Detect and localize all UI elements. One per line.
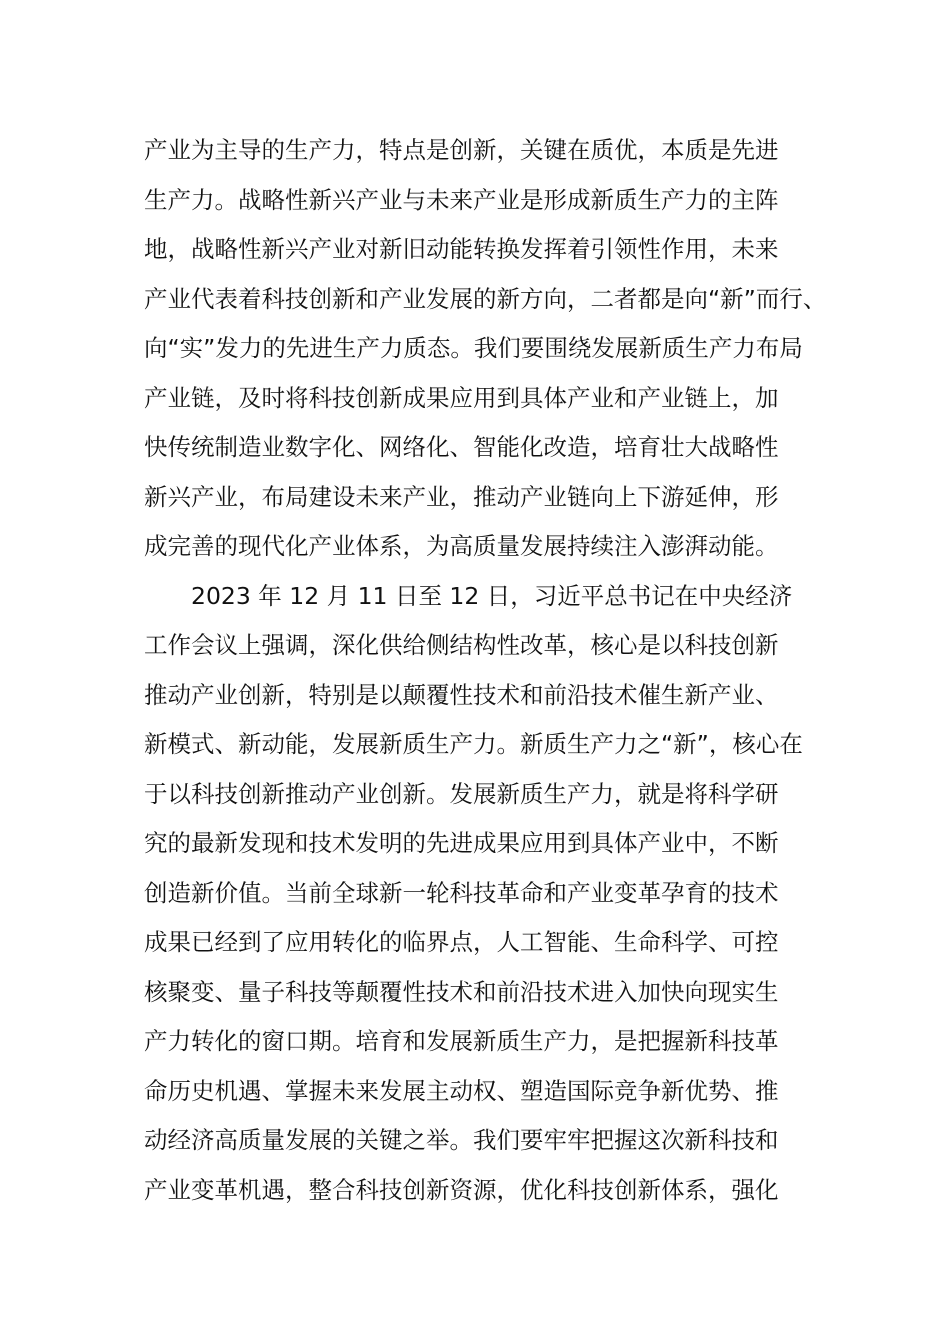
text-line: 产业变革机遇，整合科技创新资源，优化科技创新体系，强化 <box>144 1175 779 1204</box>
text-line: 产力转化的窗口期。培育和发展新质生产力，是把握新科技革 <box>144 1027 779 1055</box>
paragraph-start-line: 2023 年 12 月 11 日至 12 日，习近平总书记在中央经济 <box>191 581 793 610</box>
text-line: 产业链，及时将科技创新成果应用到具体产业和产业链上，加 <box>144 383 779 412</box>
body-text <box>144 126 827 1215</box>
text-line: 工作会议上强调，深化供给侧结构性改革，核心是以科技创新 <box>144 631 779 659</box>
text-line: 地，战略性新兴产业对新旧动能转换发挥着引领性作用，未来 <box>144 235 779 263</box>
text-line: 动经济高质量发展的关键之举。我们要牢牢把握这次新科技和 <box>144 1126 779 1154</box>
text-line: 于以科技创新推动产业创新。发展新质生产力，就是将科学研 <box>144 779 779 808</box>
text-line: 新模式、新动能，发展新质生产力。新质生产力之“新”，核心在 <box>144 730 803 758</box>
text-line: 推动产业创新，特别是以颠覆性技术和前沿技术催生新产业、 <box>144 680 779 709</box>
text-line: 新兴产业，布局建设未来产业，推动产业链向上下游延伸，形 <box>144 482 779 511</box>
text-line: 成果已经到了应用转化的临界点，人工智能、生命科学、可控 <box>144 928 779 956</box>
text-line: 命历史机遇、掌握未来发展主动权、塑造国际竞争新优势、推 <box>144 1076 779 1105</box>
text-line: 成完善的现代化产业体系，为高质量发展持续注入澎湃动能。 <box>144 532 779 560</box>
text-line: 产业代表着科技创新和产业发展的新方向，二者都是向“新”而行、 <box>144 284 827 313</box>
text-line: 快传统制造业数字化、网络化、智能化改造，培育壮大战略性 <box>144 433 779 461</box>
text-line: 究的最新发现和技术发明的先进成果应用到具体产业中，不断 <box>144 829 779 857</box>
text-line: 向“实”发力的先进生产力质态。我们要围绕发展新质生产力布局 <box>144 334 803 362</box>
text-line: 创造新价值。当前全球新一轮科技革命和产业变革孕育的技术 <box>144 878 779 907</box>
text-line: 核聚变、量子科技等颠覆性技术和前沿技术进入加快向现实生 <box>144 977 779 1006</box>
text-line: 产业为主导的生产力，特点是创新，关键在质优，本质是先进 <box>144 136 779 164</box>
text-line: 生产力。战略性新兴产业与未来产业是形成新质生产力的主阵 <box>144 185 779 214</box>
